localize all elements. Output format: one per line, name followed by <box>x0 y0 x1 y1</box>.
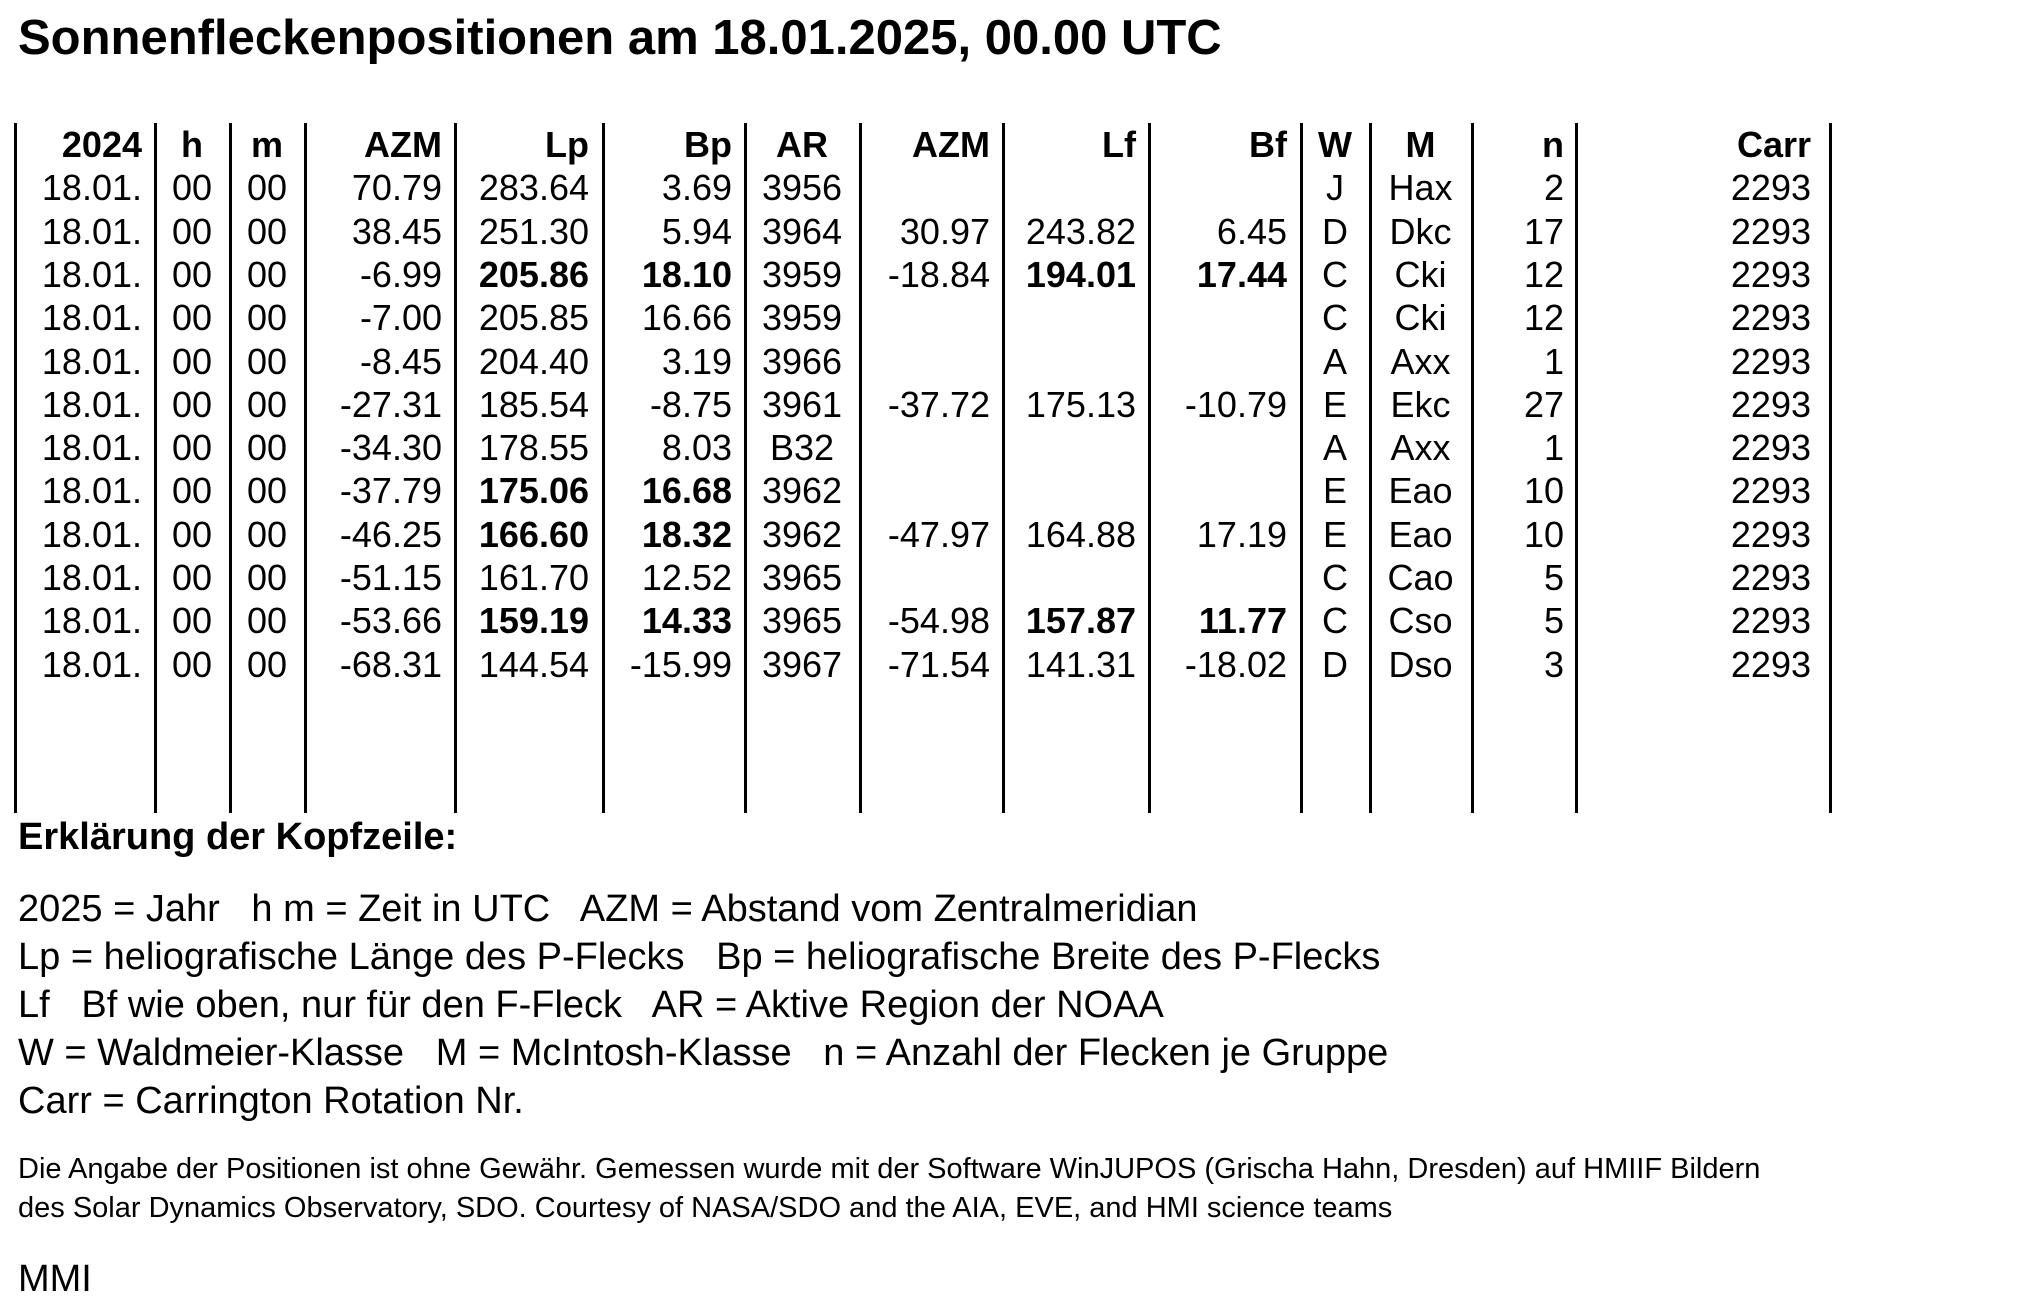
table-cell: 00 <box>246 557 288 598</box>
table-cell: 00 <box>246 513 288 555</box>
disclaimer-note-line: Die Angabe der Positionen ist ohne Gewähr. Gemessen wurde mit der Software WinJUPOS (Grischa Hahn, Dresden) auf HMIIF Bildern <box>18 1153 1761 1185</box>
table-cell: 3965 <box>761 600 843 642</box>
table-cell: 18.01. <box>41 383 142 425</box>
column-header: Lf <box>1102 124 1136 165</box>
table-cell: 70.79 <box>351 167 442 209</box>
table-cell: 00 <box>246 210 288 252</box>
table-cell: 00 <box>171 557 213 598</box>
table-cell <box>1005 426 1136 469</box>
explanation-line: Carr = Carrington Rotation Nr. <box>18 1080 524 1122</box>
table-cell: -8.75 <box>649 383 732 425</box>
table-cell <box>862 340 990 383</box>
table-cell: 2293 <box>1730 557 1811 598</box>
table-cell: 3959 <box>761 253 843 295</box>
table-cell: 3 <box>1543 643 1564 685</box>
table-cell: 164.88 <box>1025 513 1136 555</box>
explanation-heading: Erklärung der Kopfzeile: <box>18 816 458 858</box>
table-cell: E <box>1322 383 1347 425</box>
column-header: 2024 <box>61 124 142 165</box>
explanation-line: 2025 = Jahr h m = Zeit in UTC AZM = Abstand vom Zentralmeridian <box>18 888 1198 930</box>
table-cell: 16.68 <box>641 470 732 512</box>
table-cell: 00 <box>171 427 213 469</box>
table-cell: E <box>1322 470 1347 512</box>
table-cell: 3956 <box>761 167 843 209</box>
table-cell: -18.84 <box>887 253 990 295</box>
table-cell: 2293 <box>1730 470 1811 512</box>
table-cell: D <box>1322 643 1348 685</box>
table-cell: 00 <box>246 297 288 339</box>
table-cell: 185.54 <box>478 383 589 425</box>
table-cell: 00 <box>171 297 213 339</box>
table-cell <box>862 469 990 512</box>
table-cell: Axx <box>1390 427 1451 469</box>
table-cell: C <box>1322 297 1348 339</box>
table-cell: C <box>1322 253 1348 295</box>
table-cell: 11.77 <box>1198 600 1287 642</box>
table-cell: -8.45 <box>359 340 442 382</box>
column-header: AZM <box>364 124 442 165</box>
table-cell: 2293 <box>1730 427 1811 469</box>
table-cell: D <box>1322 210 1348 252</box>
table-cell: 161.70 <box>478 557 589 598</box>
table-cell: 17.44 <box>1196 253 1287 295</box>
table-cell: 18.01. <box>41 643 142 685</box>
table-cell: 3961 <box>761 383 843 425</box>
column-header: M <box>1405 124 1436 165</box>
column-divider <box>14 123 17 813</box>
table-cell: 2293 <box>1730 297 1811 339</box>
table-cell: Axx <box>1390 340 1451 382</box>
table-cell: 8.03 <box>661 427 732 469</box>
table-cell: Ekc <box>1390 383 1451 425</box>
explanation-line: Lf Bf wie oben, nur für den F-Fleck AR = Aktive Region der NOAA <box>18 984 1164 1026</box>
table-cell <box>1151 166 1287 209</box>
table-cell: 144.54 <box>478 643 589 685</box>
table-cell: 6.45 <box>1216 210 1287 252</box>
table-cell: 00 <box>171 470 213 512</box>
table-cell: 18.01. <box>41 297 142 339</box>
column-header: h <box>181 124 203 165</box>
table-cell: 00 <box>171 167 213 209</box>
table-cell: 18.10 <box>641 253 732 295</box>
table-cell: 157.87 <box>1025 600 1136 642</box>
table-cell: 18.01. <box>41 167 142 209</box>
table-cell: 18.01. <box>41 513 142 555</box>
table-cell: Eao <box>1388 470 1453 512</box>
table-cell: -51.15 <box>339 557 442 598</box>
table-cell: 283.64 <box>478 167 589 209</box>
table-cell: 00 <box>171 643 213 685</box>
table-cell: -15.99 <box>629 643 732 685</box>
table-cell: 18.01. <box>41 557 142 598</box>
table-cell: 5 <box>1543 557 1564 598</box>
table-cell: 1 <box>1543 340 1564 382</box>
table-cell: -46.25 <box>339 513 442 555</box>
table-cell <box>1151 469 1287 512</box>
table-cell: -54.98 <box>887 600 990 642</box>
table-cell: 3965 <box>761 557 843 598</box>
table-cell: 00 <box>246 470 288 512</box>
table-cell: 00 <box>246 253 288 295</box>
table-cell: Dso <box>1388 643 1453 685</box>
table-cell: 18.01. <box>41 600 142 642</box>
table-cell: A <box>1322 427 1347 469</box>
column-header: AR <box>776 124 828 165</box>
table-cell: -68.31 <box>339 643 442 685</box>
table-cell: Eao <box>1388 513 1453 555</box>
table-cell: 3959 <box>761 297 843 339</box>
table-cell: C <box>1322 557 1348 598</box>
table-cell: 18.32 <box>641 513 732 555</box>
table-cell: -37.79 <box>339 470 442 512</box>
table-cell <box>862 296 990 339</box>
table-cell: 12 <box>1523 297 1564 339</box>
page-title: Sonnenfleckenpositionen am 18.01.2025, 00.00 UTC <box>18 11 1222 65</box>
table-cell: A <box>1322 340 1347 382</box>
table-cell: 175.13 <box>1025 383 1136 425</box>
table-cell: 16.66 <box>641 297 732 339</box>
column-header: Lp <box>545 124 589 165</box>
table-cell: E <box>1322 513 1347 555</box>
table-cell: 194.01 <box>1025 253 1136 295</box>
table-cell: 3962 <box>761 470 843 512</box>
table-cell: 27 <box>1523 383 1564 425</box>
table-cell: -71.54 <box>887 643 990 685</box>
table-cell <box>862 556 990 599</box>
table-cell: -10.79 <box>1184 383 1287 425</box>
table-cell: 12.52 <box>641 557 732 598</box>
column-header: Bp <box>684 124 732 165</box>
table-cell: -53.66 <box>339 600 442 642</box>
table-cell: 243.82 <box>1025 210 1136 252</box>
table-cell: 18.01. <box>41 210 142 252</box>
table-cell: 00 <box>171 600 213 642</box>
table-cell: 00 <box>171 210 213 252</box>
table-cell: 2293 <box>1730 513 1811 555</box>
table-cell: 3.69 <box>661 167 732 209</box>
table-cell: 00 <box>246 427 288 469</box>
table-cell <box>1005 296 1136 339</box>
table-cell <box>1151 340 1287 383</box>
disclaimer-note-line: des Solar Dynamics Observatory, SDO. Courtesy of NASA/SDO and the AIA, EVE, and HMI science teams <box>18 1192 1393 1224</box>
table-cell: 17 <box>1523 210 1564 252</box>
table-cell: 141.31 <box>1025 643 1136 685</box>
table-cell: 159.19 <box>478 600 589 642</box>
table-cell: C <box>1322 600 1348 642</box>
table-cell: Hax <box>1388 167 1453 209</box>
table-cell: J <box>1326 167 1344 209</box>
table-cell <box>1151 426 1287 469</box>
table-cell: 3962 <box>761 513 843 555</box>
table-cell: 178.55 <box>478 427 589 469</box>
table-cell: 00 <box>246 600 288 642</box>
table-cell: 12 <box>1523 253 1564 295</box>
table-cell: 17.19 <box>1196 513 1287 555</box>
column-header: Bf <box>1249 124 1287 165</box>
author-signature: MMI <box>18 1258 92 1300</box>
table-cell: -18.02 <box>1184 643 1287 685</box>
table-cell: 00 <box>171 340 213 382</box>
table-cell: Cki <box>1394 253 1447 295</box>
table-cell: 5.94 <box>661 210 732 252</box>
table-cell <box>1005 340 1136 383</box>
explanation-line: W = Waldmeier-Klasse M = McIntosh-Klasse n = Anzahl der Flecken je Gruppe <box>18 1032 1389 1074</box>
table-cell: 00 <box>246 643 288 685</box>
table-cell: 00 <box>246 383 288 425</box>
table-cell <box>862 166 990 209</box>
table-cell <box>862 426 990 469</box>
table-cell: 14.33 <box>641 600 732 642</box>
table-cell: -27.31 <box>339 383 442 425</box>
table-cell: 251.30 <box>478 210 589 252</box>
table-cell: 10 <box>1523 513 1564 555</box>
table-cell: 10 <box>1523 470 1564 512</box>
table-cell: 3966 <box>761 340 843 382</box>
column-header: m <box>250 124 283 165</box>
table-cell: 38.45 <box>351 210 442 252</box>
table-cell: -7.00 <box>359 297 442 339</box>
table-cell: Cao <box>1387 557 1454 598</box>
table-cell: -6.99 <box>359 253 442 295</box>
table-cell: 00 <box>171 513 213 555</box>
table-cell: 3.19 <box>661 340 732 382</box>
table-cell: 00 <box>171 253 213 295</box>
table-cell: 204.40 <box>478 340 589 382</box>
table-cell: 1 <box>1543 427 1564 469</box>
table-cell: 166.60 <box>478 513 589 555</box>
table-cell: 5 <box>1543 600 1564 642</box>
table-cell: -34.30 <box>339 427 442 469</box>
table-cell: 2293 <box>1730 167 1811 209</box>
table-cell: 2293 <box>1730 600 1811 642</box>
table-cell: 175.06 <box>478 470 589 512</box>
table-cell: 3964 <box>761 210 843 252</box>
table-cell <box>1151 296 1287 339</box>
table-cell <box>1005 166 1136 209</box>
table-cell: 18.01. <box>41 340 142 382</box>
table-cell <box>1005 469 1136 512</box>
table-cell: 2293 <box>1730 210 1811 252</box>
table-cell: -47.97 <box>887 513 990 555</box>
table-cell: 00 <box>246 167 288 209</box>
table-cell: 18.01. <box>41 427 142 469</box>
table-cell: 2293 <box>1730 383 1811 425</box>
table-cell <box>1151 556 1287 599</box>
sunspot-table <box>14 123 1832 813</box>
table-cell: 2293 <box>1730 340 1811 382</box>
table-cell: 2293 <box>1730 253 1811 295</box>
table-cell: 18.01. <box>41 253 142 295</box>
table-cell: 30.97 <box>899 210 990 252</box>
table-cell: 2293 <box>1730 643 1811 685</box>
column-header: Carr <box>1736 124 1811 165</box>
explanation-line: Lp = heliografische Länge des P-Flecks Bp = heliografische Breite des P-Flecks <box>18 936 1381 978</box>
table-cell: 3967 <box>761 643 843 685</box>
table-cell: 205.86 <box>478 253 589 295</box>
table-cell: B32 <box>769 427 835 469</box>
table-cell: Cki <box>1394 297 1447 339</box>
table-cell: 205.85 <box>478 297 589 339</box>
table-cell <box>1005 556 1136 599</box>
column-header: n <box>1542 124 1564 165</box>
table-cell: -37.72 <box>887 383 990 425</box>
table-cell: 2 <box>1543 167 1564 209</box>
table-cell: 00 <box>171 383 213 425</box>
column-header: AZM <box>912 124 990 165</box>
table-cell: 18.01. <box>41 470 142 512</box>
table-cell: 00 <box>246 340 288 382</box>
table-cell: Dkc <box>1389 210 1452 252</box>
table-cell: Cso <box>1388 600 1453 642</box>
column-header: W <box>1318 124 1352 165</box>
column-divider <box>1829 123 1832 813</box>
